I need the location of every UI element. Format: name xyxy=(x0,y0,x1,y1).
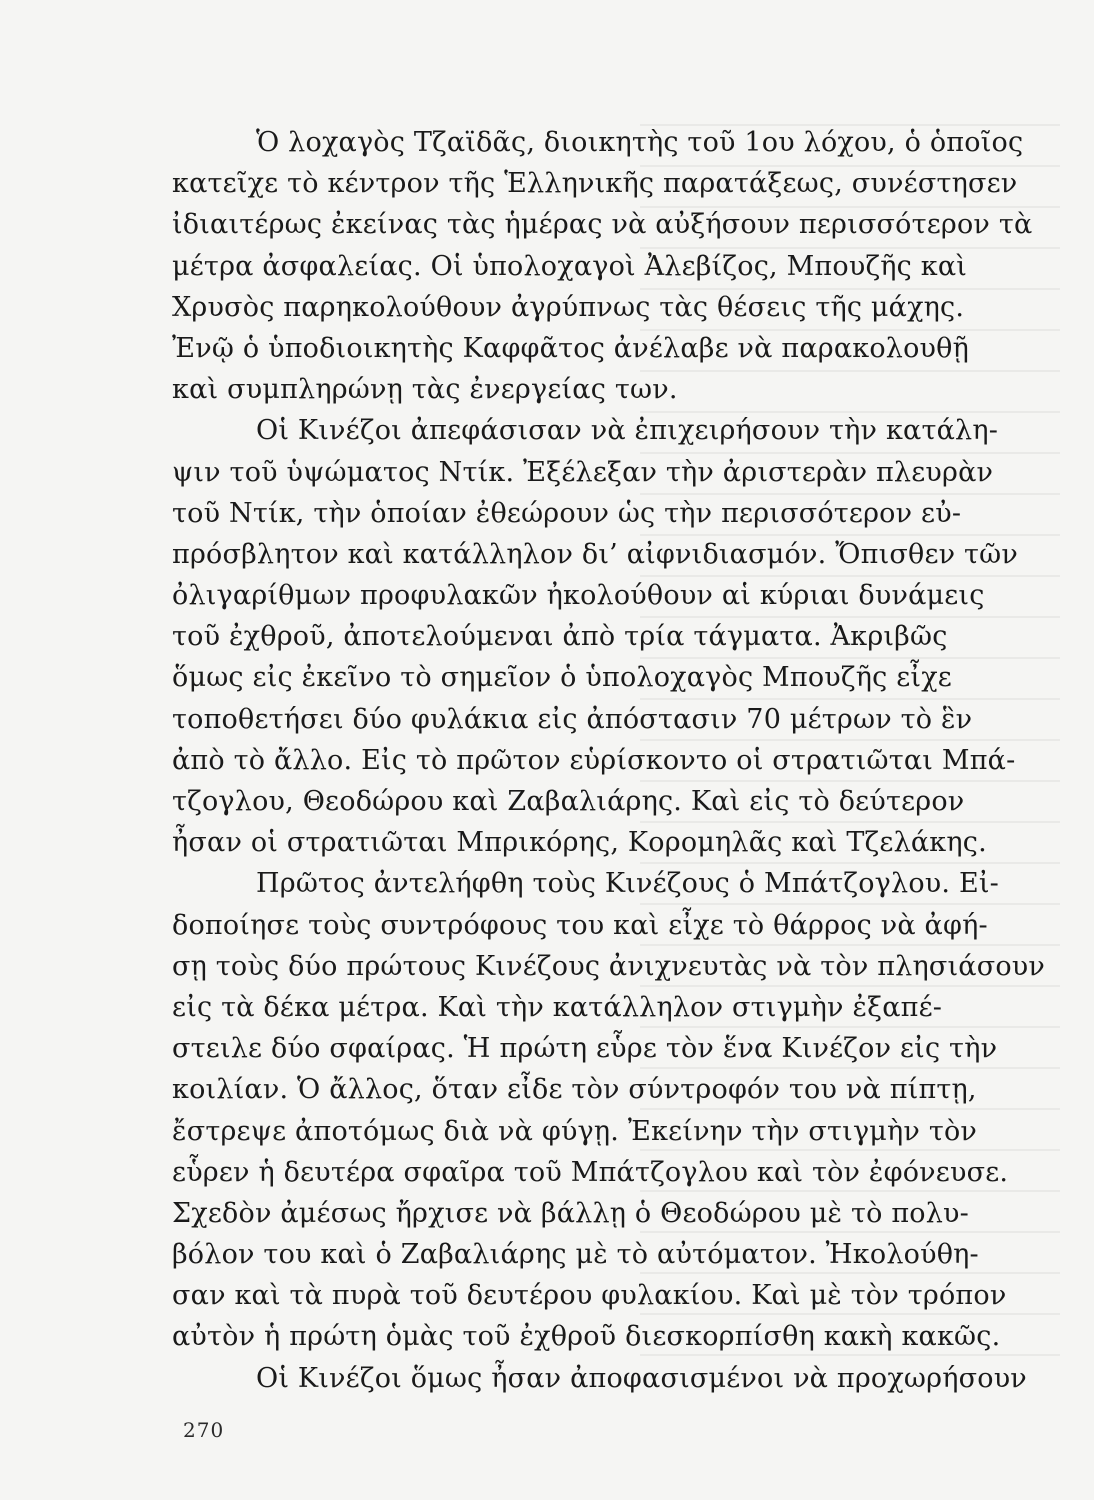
text-line: κατεῖχε τὸ κέντρον τῆς Ἑλληνικῆς παρατάξεως, συνέστησεν xyxy=(172,168,1018,200)
text-line: ἔστρεψε ἀποτόμως διὰ νὰ φύγῃ. Ἐκείνην τὴν στιγμὴν τὸν xyxy=(172,1115,978,1147)
text-line: ὀλιγαρίθμων προφυλακῶν ἠκολούθουν αἱ κύριαι δυνάμεις xyxy=(172,580,985,612)
text-line: Ἐνῷ ὁ ὑποδιοικητὴς Καφφᾶτος ἀνέλαβε νὰ παρακολουθῇ xyxy=(172,332,970,364)
text-line: Σχεδὸν ἀμέσως ἤρχισε νὰ βάλλῃ ὁ Θεοδώρου μὲ τὸ πολυ- xyxy=(172,1197,969,1229)
text-line: βόλον του καὶ ὁ Ζαβαλιάρης μὲ τὸ αὐτόματον. Ἠκολούθη- xyxy=(172,1239,979,1271)
text-line: σαν καὶ τὰ πυρὰ τοῦ δευτέρου φυλακίου. Καὶ μὲ τὸν τρόπον xyxy=(172,1280,1007,1312)
text-line: κοιλίαν. Ὁ ἄλλος, ὅταν εἶδε τὸν σύντροφόν του νὰ πίπτῃ, xyxy=(172,1074,977,1106)
text-line: ἀπὸ τὸ ἄλλο. Εἰς τὸ πρῶτον εὑρίσκοντο οἱ στρατιῶται Μπά- xyxy=(172,744,1016,776)
text-line: ἦσαν οἱ στρατιῶται Μπρικόρης, Κορομηλᾶς καὶ Τζελάκης. xyxy=(172,827,987,859)
text-line: εἰς τὰ δέκα μέτρα. Καὶ τὴν κατάλληλον στιγμὴν ἐξαπέ- xyxy=(172,991,943,1023)
text-line: τοῦ Ντίκ, τὴν ὁποίαν ἐθεώρουν ὡς τὴν περισσότερον εὐ- xyxy=(172,497,962,529)
text-line: τοποθετήσει δύο φυλάκια εἰς ἀπόστασιν 70 μέτρων τὸ ἓν xyxy=(172,703,973,735)
text-line: εὗρεν ἡ δευτέρα σφαῖρα τοῦ Μπάτζογλου καὶ τὸν ἐφόνευσε. xyxy=(172,1156,1009,1188)
text-line: ὅμως εἰς ἐκεῖνο τὸ σημεῖον ὁ ὑπολοχαγὸς Μπουζῆς εἶχε xyxy=(172,662,952,694)
text-line: Χρυσὸς παρηκολούθουν ἀγρύπνως τὰς θέσεις τῆς μάχης. xyxy=(172,291,965,323)
text-line: μέτρα ἀσφαλείας. Οἱ ὑπολοχαγοὶ Ἀλεβίζος, Μπουζῆς καὶ xyxy=(172,250,968,282)
text-line: αὐτὸν ἡ πρώτη ὁμὰς τοῦ ἐχθροῦ διεσκορπίσθη κακὴ κακῶς. xyxy=(172,1321,1001,1353)
body-text xyxy=(172,122,1046,1399)
text-line: ψιν τοῦ ὑψώματος Ντίκ. Ἐξέλεξαν τὴν ἀριστερὰν πλευρὰν xyxy=(172,456,994,488)
text-line: τζογλου, Θεοδώρου καὶ Ζαβαλιάρης. Καὶ εἰς τὸ δεύτερον xyxy=(172,786,965,817)
text-line: σῃ τοὺς δύο πρώτους Κινέζους ἀνιχνευτὰς νὰ τὸν πλησιάσουν xyxy=(172,950,1046,982)
text-line: πρόσβλητον καὶ κατάλληλον δι’ αἰφνιδιασμόν. Ὄπισθεν τῶν xyxy=(172,538,1018,570)
text-line: Οἱ Κινέζοι ἀπεφάσισαν νὰ ἐπιχειρήσουν τὴν κατάλη- xyxy=(256,415,999,447)
text-line: Οἱ Κινέζοι ὅμως ἦσαν ἀποφασισμένοι νὰ προχωρήσουν xyxy=(256,1362,1027,1394)
text-line: ἰδιαιτέρως ἐκείνας τὰς ἡμέρας νὰ αὐξήσουν περισσότερον τὰ xyxy=(172,209,1033,241)
text-line: καὶ συμπληρώνῃ τὰς ἐνεργείας των. xyxy=(172,374,678,406)
text-line: Πρῶτος ἀντελήφθη τοὺς Κινέζους ὁ Μπάτζογλου. Εἰ- xyxy=(256,868,999,900)
text-line: στειλε δύο σφαίρας. Ἡ πρώτη εὗρε τὸν ἕνα Κινέζον εἰς τὴν xyxy=(172,1033,998,1065)
text-line: τοῦ ἐχθροῦ, ἀποτελούμεναι ἀπὸ τρία τάγματα. Ἀκριβῶς xyxy=(172,621,948,653)
text-line: Ὁ λοχαγὸς Τζαϊδᾶς, διοικητὴς τοῦ 1ου λόχου, ὁ ὁποῖος xyxy=(256,127,1024,158)
page-number: 270 xyxy=(183,1418,225,1442)
text-line: δοποίησε τοὺς συντρόφους του καὶ εἶχε τὸ θάρρος νὰ ἀφή- xyxy=(172,909,988,941)
